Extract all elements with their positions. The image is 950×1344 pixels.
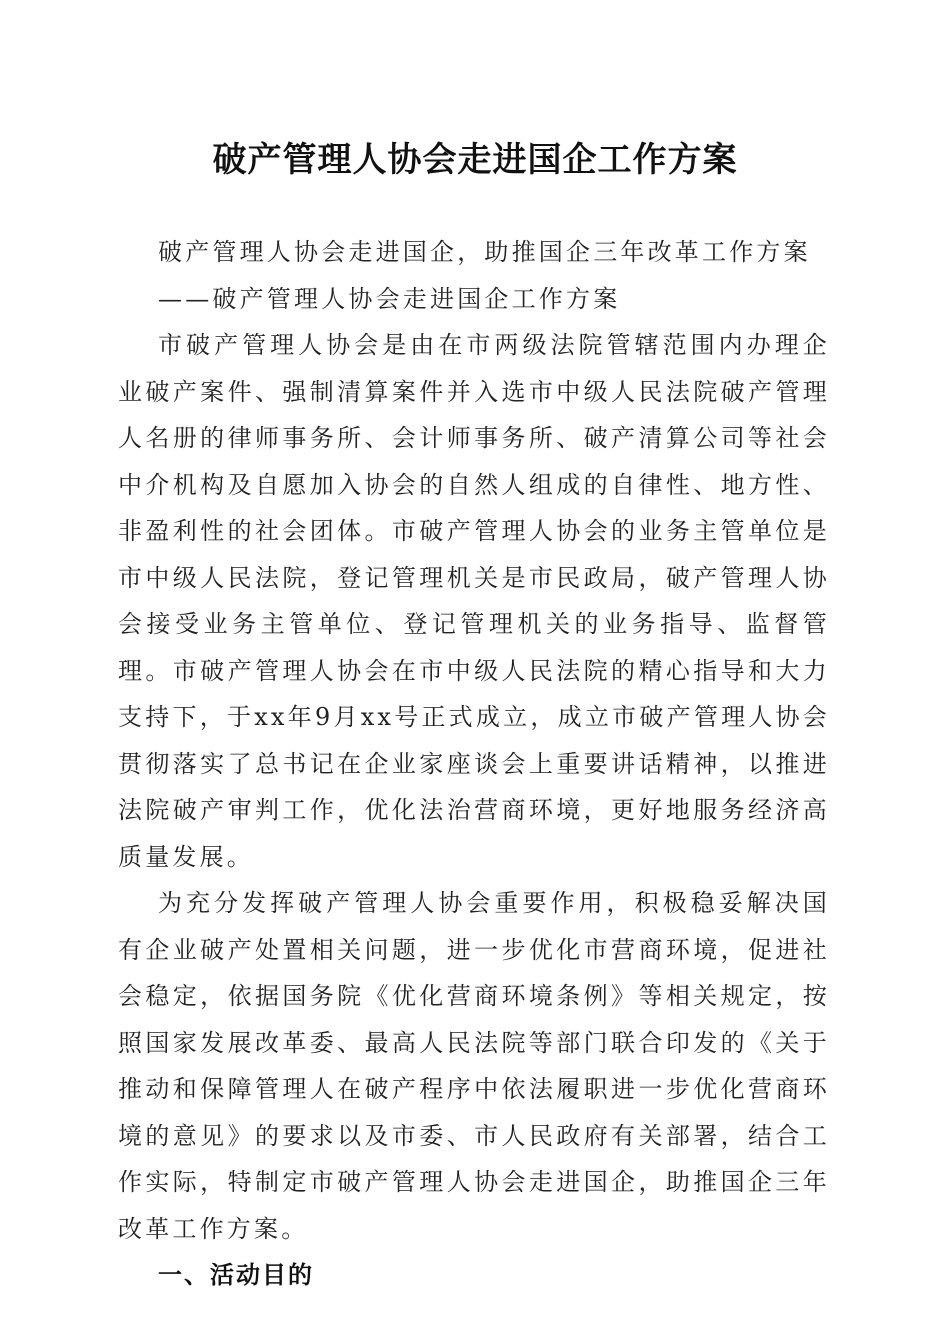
body-paragraph-2: 为充分发挥破产管理人协会重要作用，积极稳妥解决国有企业破产处置相关问题，进一步优化市营商环境，促进社会稳定，依据国务院《优化营商环境条例》等相关规定，按照国家发展改革委、最高人民法院等部门联合印发的《关于推动和保障管理人在破产程序中依法履职进一步优化营商环境的意见》的要求以及市委、市人民政府有关部署，结合工作实际，特制定市破产管理人协会走进国企，助推国企三年改革工作方案。 (118, 889, 830, 1243)
section-heading: 一、活动目的 (158, 1261, 314, 1289)
document-subtitle: 破产管理人协会走进国企，助推国企三年改革工作方案 (158, 238, 811, 266)
document-subtitle-dash: ——破产管理人协会走进国企工作方案 (158, 284, 621, 313)
document-body (118, 229, 830, 1299)
body-paragraph-1: 市破产管理人协会是由在市两级法院管辖范围内办理企业破产案件、强制清算案件并入选市中级人民法院破产管理人名册的律师事务所、会计师事务所、破产清算公司等社会中介机构及自愿加入协会的自然人组成的自律性、地方性、非盈利性的社会团体。市破产管理人协会的业务主管单位是市中级人民法院，登记管理机关是市民政局，破产管理人协会接受业务主管单位、登记管理机关的业务指导、监督管理。市破产管理人协会在市中级人民法院的精心指导和大力支持下，于xx年9月xx号正式成立，成立市破产管理人协会贯彻落实了总书记在企业家座谈会上重要讲话精神，以推进法院破产审判工作，优化法治营商环境，更好地服务经济高质量发展。 (118, 331, 830, 871)
document-title: 破产管理人协会走进国企工作方案 (212, 140, 738, 180)
